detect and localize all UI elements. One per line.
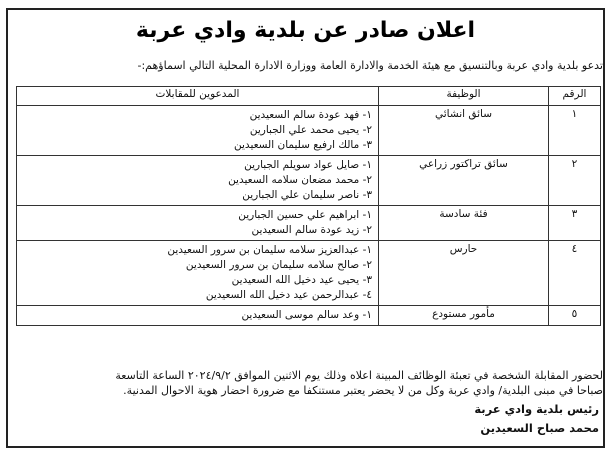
footer-line: لحضور المقابلة الشخصة في تعبئة الوظائف المبينة اعلاه وذلك يوم الاثنين الموافق ٢٠٢٤/٩/٢ الساعة التاسعة xyxy=(115,369,603,382)
intro-text: تدعو بلدية وادي عربة وبالتنسيق مع هيئة الخدمة والادارة العامة ووزارة الادارة المحلية التالي اسماؤهم:- xyxy=(137,59,603,72)
row-num: ٢ xyxy=(549,156,601,206)
row-job: حارس xyxy=(379,241,549,306)
candidate-name: ٤- عبدالرحمن عيد دخيل الله السعيدين xyxy=(205,289,372,301)
candidate-name: ١- فهد عودة سالم السعيدين xyxy=(249,109,372,121)
candidate-name: ١- ابراهيم علي حسين الجبارين xyxy=(238,209,372,221)
row-candidates xyxy=(17,241,379,306)
header-job: الوظيفة xyxy=(379,87,549,106)
candidate-name: ٢- صالح سلامه سليمان بن سرور السعيدين xyxy=(185,259,372,271)
table-row xyxy=(17,206,601,241)
signature-block xyxy=(474,400,599,438)
table-header-row xyxy=(17,87,601,106)
candidate-name: ١- عبدالعزيز سلامه سليمان بن سرور السعيدين xyxy=(167,244,372,256)
candidate-name: ٣- يحيى عيد دخيل الله السعيدين xyxy=(231,274,372,286)
row-num: ٤ xyxy=(549,241,601,306)
row-num: ١ xyxy=(549,106,601,156)
row-job: سائق تراكتور زراعي xyxy=(379,156,549,206)
footer-line: صباحا في مبنى البلدية/ وادي عربة وكل من لا يحضر يعتبر مستنكفا مع ضرورة احضار هوية الاحوال المدنية. xyxy=(123,384,603,397)
row-job: فئة سادسة xyxy=(379,206,549,241)
footer-text xyxy=(11,368,603,398)
row-candidates xyxy=(17,206,379,241)
row-num: ٣ xyxy=(549,206,601,241)
row-candidates xyxy=(17,156,379,206)
row-candidates xyxy=(17,306,379,326)
candidate-name: ٢- زيد عودة سالم السعيدين xyxy=(251,224,372,236)
candidate-name: ١- صايل عواد سويلم الجبارين xyxy=(244,159,372,171)
table-row xyxy=(17,306,601,326)
row-num: ٥ xyxy=(549,306,601,326)
candidate-name: ٣- مالك ارفيع سليمان السعيدين xyxy=(234,139,372,151)
row-job: مأمور مستودع xyxy=(379,306,549,326)
candidate-name: ٢- يحيى محمد علي الجبارين xyxy=(249,124,372,136)
signature-title: رئيس بلدية وادي عربة xyxy=(474,402,599,416)
table-row xyxy=(17,156,601,206)
row-candidates xyxy=(17,106,379,156)
header-candidates: المدعوين للمقابلات xyxy=(17,87,379,106)
table-row xyxy=(17,241,601,306)
announcement-title: اعلان صادر عن بلدية وادي عربة xyxy=(135,17,476,43)
candidate-name: ١- وعد سالم موسى السعيدين xyxy=(241,309,372,321)
header-num: الرقم xyxy=(549,87,601,106)
row-job: سائق انشائي xyxy=(379,106,549,156)
signature-name: محمد صباح السعيدين xyxy=(480,421,599,435)
table-row xyxy=(17,106,601,156)
candidates-table xyxy=(16,86,601,326)
candidate-name: ٢- محمد مضعان سلامه السعيدين xyxy=(228,174,372,186)
title-bar xyxy=(10,12,601,48)
candidate-name: ٣- ناصر سليمان علي الجبارين xyxy=(242,189,372,201)
